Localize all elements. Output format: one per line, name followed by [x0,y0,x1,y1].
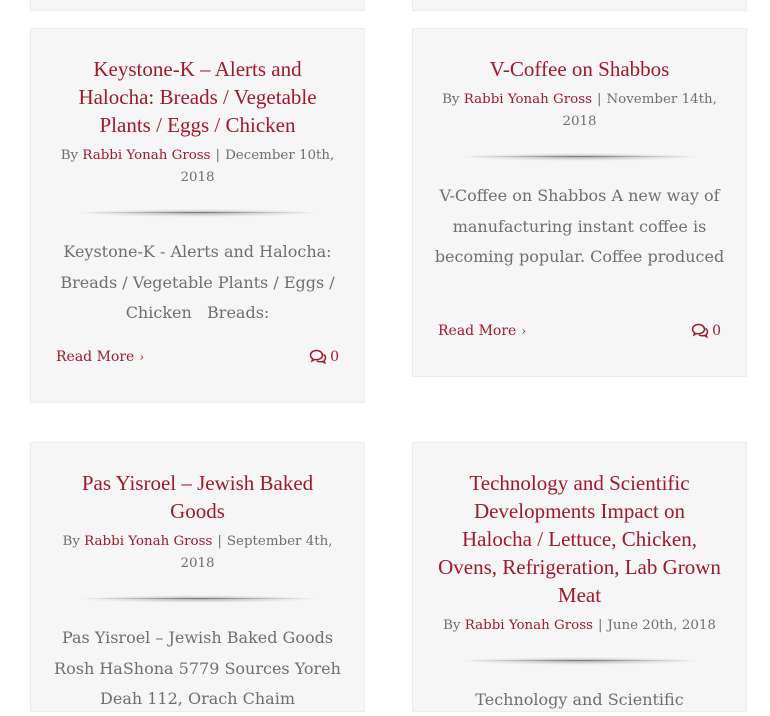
divider [460,153,700,161]
read-more-label: Read More [56,349,135,365]
post-date: September 4th, 2018 [180,534,333,571]
author-link[interactable]: Rabbi Yonah Gross [82,148,211,163]
post-card [412,442,747,712]
author-link[interactable]: Rabbi Yonah Gross [463,92,592,107]
post-date: June 20th, 2018 [607,618,716,633]
meta-separator: | [596,92,602,107]
post-title-link[interactable]: Pas Yisroel – Jewish Baked Goods [81,471,314,523]
author-link[interactable]: Rabbi Yonah Gross [464,618,593,633]
post-actions [438,321,721,341]
divider [460,657,700,665]
meta-separator: | [597,618,603,633]
post-card-partial [30,0,365,11]
post-meta [438,89,721,133]
by-label: By [62,534,80,549]
post-actions [56,347,339,367]
post-excerpt: Keystone-K - Alerts and Halocha: Breads / Vegetable Plants / Eggs / Chicken Breads: [60,242,340,322]
post-title-link[interactable]: Technology and Scientific Developments Impact on Halocha / Lettuce, Chicken, Ovens, Refrigeration, Lab Grown Meat [438,471,721,607]
post-title-link[interactable]: Keystone-K – Alerts and Halocha: Breads / Vegetable Plants / Eggs / Chicken [78,57,317,137]
by-label: By [442,92,460,107]
post-meta [438,615,721,637]
meta-separator: | [215,148,221,163]
comments-link[interactable] [309,347,339,367]
post-excerpt: Pas Yisroel – Jewish Baked Goods Rosh HaShona 5779 Sources Yoreh Deah 112, Orach Chaim [54,628,341,708]
post-title-link[interactable]: V-Coffee on Shabbos [489,57,670,81]
post-date: December 10th, 2018 [180,148,335,185]
post-excerpt: Technology and Scientific [475,690,684,709]
meta-separator: | [217,534,222,549]
post-card [412,28,747,377]
read-more-link[interactable] [438,321,526,341]
by-label: By [60,148,79,163]
post-card [30,442,365,712]
comments-count: 0 [712,323,721,339]
chevron-right-icon: › [521,324,527,338]
post-excerpt: V-Coffee on Shabbos A new way of manufacturing instant coffee is becoming popular. Coffee produced [434,186,725,266]
post-meta [56,531,339,575]
post-card-partial [412,0,747,11]
divider [78,595,318,603]
post-meta [56,145,339,189]
by-label: By [443,618,461,633]
post-date: November 14th, 2018 [562,92,717,129]
comments-icon [309,349,327,365]
author-link[interactable]: Rabbi Yonah Gross [84,534,213,549]
chevron-right-icon: › [139,350,145,364]
divider [78,209,318,217]
read-more-label: Read More [438,323,517,339]
post-card [30,28,365,403]
comments-count: 0 [330,349,339,365]
comments-link[interactable] [691,321,721,341]
comments-icon [691,323,709,339]
read-more-link[interactable] [56,347,144,367]
